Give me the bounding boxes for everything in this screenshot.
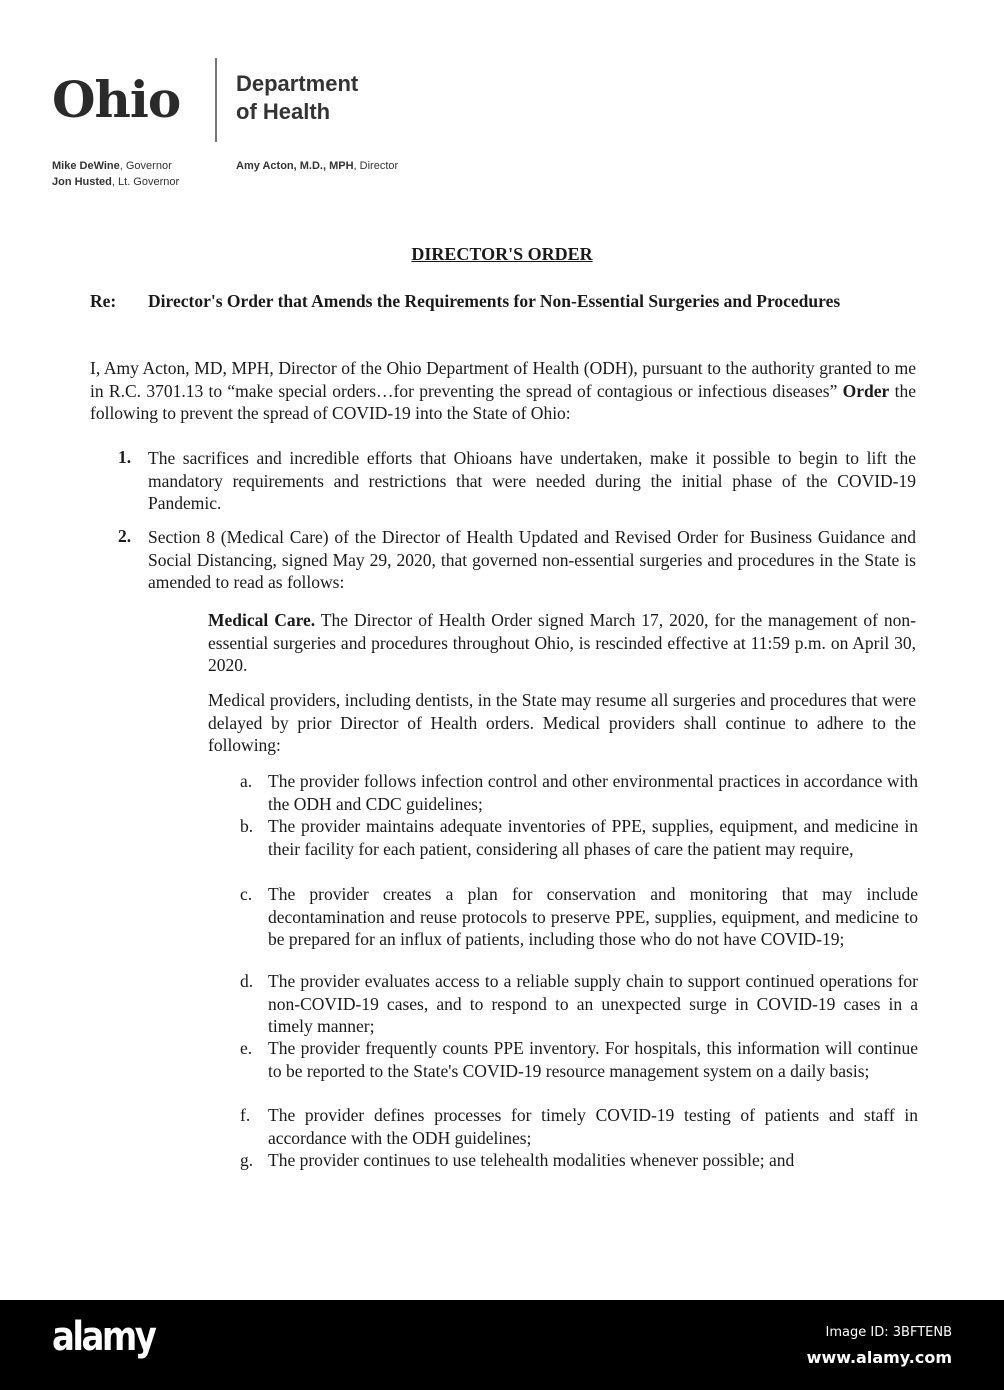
image-id: Image ID: 3BFTENB	[825, 1325, 952, 1340]
subject: Director's Order that Amends the Requirements for Non-Essential Surgeries and Procedures	[148, 291, 841, 311]
item-marker: d.	[240, 971, 254, 991]
director-line: Amy Acton, M.D., MPH, Director	[236, 160, 399, 172]
item-marker: e.	[240, 1038, 253, 1058]
logo-divider	[215, 58, 217, 142]
item-marker: c.	[240, 884, 253, 904]
item-marker: b.	[240, 816, 254, 836]
item-text: The provider evaluates access to a reliable supply chain to support continued operations for non-COVID-19 cases, and to respond to an unexpected surge in COVID-19 cases in a timely manner;	[268, 971, 918, 1036]
watermark-url: www.alamy.com	[806, 1348, 952, 1367]
department-name: Department of Health	[236, 71, 359, 124]
item-text: The provider defines processes for timely COVID-19 testing of patients and staff in accordance with the ODH guidelines;	[268, 1105, 918, 1148]
ohio-logo: Ohio	[52, 70, 181, 129]
providers-paragraph: Medical providers, including dentists, in the State may resume all surgeries and procedures that were delayed by prior Director of Health orders. Medical providers shall continue to adhere to the following:	[208, 690, 916, 755]
item-text: The provider continues to use telehealth modalities whenever possible; and	[268, 1150, 795, 1170]
alamy-logo: alamy	[52, 1314, 155, 1360]
item-text: The provider frequently counts PPE inventory. For hospitals, this information will continue to be reported to the State's COVID-19 resource management system on a daily basis;	[268, 1038, 918, 1081]
item-marker: a.	[240, 771, 253, 791]
item-text: The provider maintains adequate inventories of PPE, supplies, equipment, and medicine in their facility for each patient, considering all phases of care the patient may require,	[268, 816, 918, 859]
item-marker: f.	[240, 1105, 251, 1125]
intro-paragraph: I, Amy Acton, MD, MPH, Director of the Ohio Department of Health (ODH), pursuant to the authority granted to me in R.C. 3701.13 to “make special orders…for preventing the spread of contagious or infectious diseases” Order the following to prevent the spread of COVID-19 into the State of Ohio:	[90, 358, 916, 423]
governors: Mike DeWine, Governor Jon Husted, Lt. Governor	[52, 160, 180, 188]
re-label: Re:	[90, 291, 117, 311]
document-title: DIRECTOR'S ORDER	[411, 244, 593, 264]
item-text: The provider follows infection control and other environmental practices in accordance with the ODH and CDC guidelines;	[268, 771, 918, 814]
item-marker: g.	[240, 1150, 254, 1170]
item-text: The provider creates a plan for conservation and monitoring that may include decontamination and reuse protocols to preserve PPE, supplies, equipment, and medicine to be prepared for an influx of patients, including those who do not have COVID-19;	[268, 884, 918, 949]
medical-care-paragraph: Medical Care. The Director of Health Order signed March 17, 2020, for the management of non-essential surgeries and procedures throughout Ohio, is rescinded effective at 11:59 p.m. on April 30, 2020.	[208, 610, 916, 675]
